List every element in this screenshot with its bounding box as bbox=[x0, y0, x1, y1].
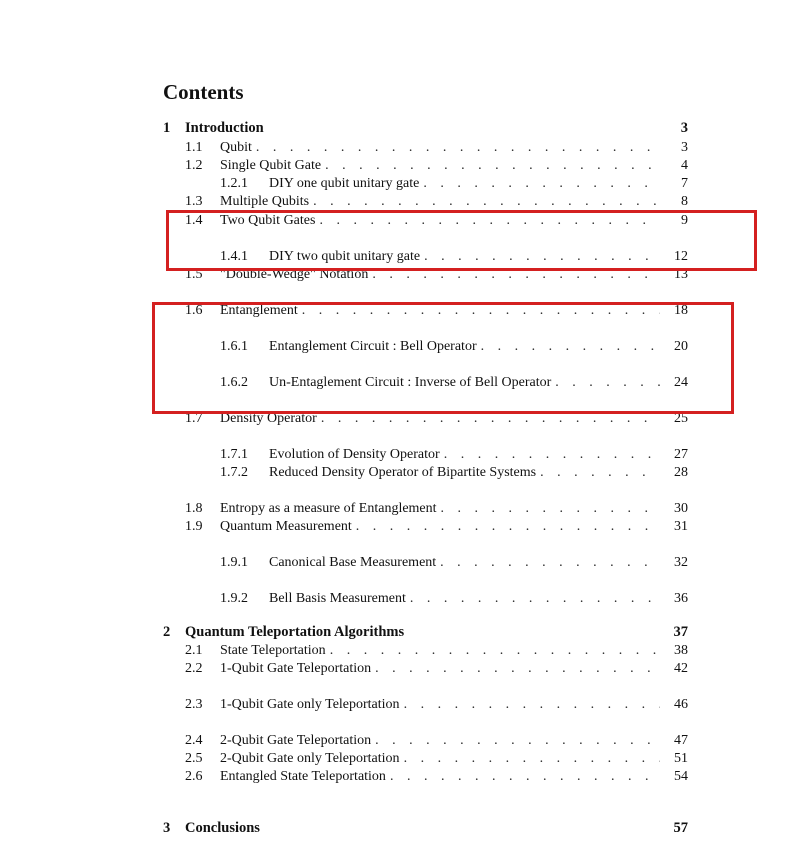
toc-section-entry[interactable] bbox=[185, 732, 688, 750]
highlight-box-section-1-6 bbox=[152, 302, 734, 414]
dot-leader bbox=[325, 157, 660, 175]
toc-section-entry[interactable] bbox=[185, 500, 688, 518]
entry-title: 1-Qubit Gate Teleportation bbox=[220, 661, 372, 676]
entry-title: 2-Qubit Gate only Teleportation bbox=[220, 751, 400, 766]
entry-title: "Double-Wedge" Notation bbox=[220, 267, 369, 282]
entry-title: Quantum Measurement bbox=[220, 519, 352, 534]
entry-page-number: 4 bbox=[681, 158, 688, 173]
entry-number: 2.4 bbox=[185, 733, 203, 748]
entry-page-number: 25 bbox=[674, 411, 688, 426]
toc-chapter-entry[interactable] bbox=[163, 819, 688, 837]
toc-section-entry[interactable] bbox=[185, 139, 688, 157]
toc-section-entry[interactable] bbox=[185, 660, 688, 678]
page-title: Contents bbox=[163, 80, 244, 104]
entry-number: 2.5 bbox=[185, 751, 203, 766]
entry-number: 1.6 bbox=[185, 303, 203, 318]
entry-page-number: 47 bbox=[674, 733, 688, 748]
entry-page-number: 9 bbox=[681, 213, 688, 228]
entry-title: Entangled State Teleportation bbox=[220, 769, 386, 784]
entry-number: 1.9 bbox=[185, 519, 203, 534]
toc-subsection-entry[interactable] bbox=[220, 464, 688, 482]
entry-number: 1.2.1 bbox=[220, 176, 248, 191]
entry-page-number: 42 bbox=[674, 661, 688, 676]
entry-number: 1.4 bbox=[185, 213, 203, 228]
entry-title: Introduction bbox=[185, 120, 264, 136]
entry-title: Conclusions bbox=[185, 820, 260, 836]
toc-section-entry[interactable] bbox=[185, 642, 688, 660]
entry-page-number: 13 bbox=[674, 267, 688, 282]
entry-page-number: 20 bbox=[674, 339, 688, 354]
entry-number: 1.7.2 bbox=[220, 465, 248, 480]
toc-section-entry[interactable] bbox=[185, 193, 688, 211]
entry-number: 1.6.1 bbox=[220, 339, 248, 354]
entry-title: 1-Qubit Gate only Teleportation bbox=[220, 697, 400, 712]
entry-title: Multiple Qubits bbox=[220, 194, 310, 209]
entry-page-number: 3 bbox=[680, 120, 688, 136]
dot-leader bbox=[404, 696, 660, 714]
entry-number: 1.9.1 bbox=[220, 555, 248, 570]
entry-number: 1.4.1 bbox=[220, 249, 248, 264]
entry-title: DIY two qubit unitary gate bbox=[269, 249, 421, 264]
entry-title: Entanglement bbox=[220, 303, 298, 318]
entry-title: Un-Entaglement Circuit : Inverse of Bell Operator bbox=[269, 375, 552, 390]
toc-subsection-entry[interactable] bbox=[220, 446, 688, 464]
entry-title: Reduced Density Operator of Bipartite Systems bbox=[269, 465, 537, 480]
entry-page-number: 57 bbox=[673, 820, 688, 836]
dot-leader bbox=[444, 446, 660, 464]
dot-leader bbox=[375, 732, 660, 750]
entry-title: Entropy as a measure of Entanglement bbox=[220, 501, 437, 516]
entry-page-number: 46 bbox=[674, 697, 688, 712]
dot-leader bbox=[313, 193, 660, 211]
dot-leader bbox=[404, 750, 660, 768]
dot-leader bbox=[375, 660, 660, 678]
toc-section-entry[interactable] bbox=[185, 750, 688, 768]
entry-page-number: 24 bbox=[674, 375, 688, 390]
entry-title: State Teleportation bbox=[220, 643, 326, 658]
entry-number: 1.7.1 bbox=[220, 447, 248, 462]
entry-page-number: 8 bbox=[681, 194, 688, 209]
entry-number: 2 bbox=[163, 624, 171, 640]
entry-page-number: 37 bbox=[673, 624, 688, 640]
entry-page-number: 12 bbox=[674, 249, 688, 264]
dot-leader bbox=[423, 175, 660, 193]
entry-page-number: 28 bbox=[674, 465, 688, 480]
entry-page-number: 31 bbox=[674, 519, 688, 534]
entry-number: 2.6 bbox=[185, 769, 203, 784]
entry-title: Entanglement Circuit : Bell Operator bbox=[269, 339, 477, 354]
entry-number: 1.1 bbox=[185, 140, 203, 155]
dot-leader bbox=[540, 464, 660, 482]
toc-section-entry[interactable] bbox=[185, 696, 688, 714]
toc-section-entry[interactable] bbox=[185, 518, 688, 536]
highlight-box-section-1-4 bbox=[166, 210, 757, 271]
entry-number: 3 bbox=[163, 820, 171, 836]
entry-title: Quantum Teleportation Algorithms bbox=[185, 624, 405, 640]
entry-number: 1.9.2 bbox=[220, 591, 248, 606]
entry-page-number: 30 bbox=[674, 501, 688, 516]
entry-number: 2.3 bbox=[185, 697, 203, 712]
toc-chapter-entry[interactable] bbox=[163, 623, 688, 641]
dot-leader bbox=[390, 768, 660, 786]
toc-section-entry[interactable] bbox=[185, 768, 688, 786]
entry-number: 2.1 bbox=[185, 643, 203, 658]
dot-leader bbox=[256, 139, 660, 157]
dot-leader bbox=[356, 518, 660, 536]
entry-page-number: 54 bbox=[674, 769, 688, 784]
entry-title: Canonical Base Measurement bbox=[269, 555, 437, 570]
entry-title: 2-Qubit Gate Teleportation bbox=[220, 733, 372, 748]
entry-title: Qubit bbox=[220, 140, 252, 155]
entry-title: Density Operator bbox=[220, 411, 317, 426]
entry-page-number: 27 bbox=[674, 447, 688, 462]
entry-title: DIY one qubit unitary gate bbox=[269, 176, 420, 191]
dot-leader bbox=[440, 554, 660, 572]
dot-leader bbox=[441, 500, 660, 518]
dot-leader bbox=[330, 642, 660, 660]
toc-section-entry[interactable] bbox=[185, 157, 688, 175]
entry-page-number: 18 bbox=[674, 303, 688, 318]
entry-number: 1.3 bbox=[185, 194, 203, 209]
entry-title: Two Qubit Gates bbox=[220, 213, 316, 228]
entry-title: Single Qubit Gate bbox=[220, 158, 322, 173]
toc-subsection-entry[interactable] bbox=[220, 175, 688, 193]
entry-page-number: 36 bbox=[674, 591, 688, 606]
entry-title: Bell Basis Measurement bbox=[269, 591, 406, 606]
entry-page-number: 32 bbox=[674, 555, 688, 570]
toc-chapter-entry[interactable] bbox=[163, 119, 688, 137]
entry-page-number: 3 bbox=[681, 140, 688, 155]
entry-page-number: 7 bbox=[681, 176, 688, 191]
entry-title: Evolution of Density Operator bbox=[269, 447, 440, 462]
entry-number: 1.5 bbox=[185, 267, 203, 282]
entry-number: 1.6.2 bbox=[220, 375, 248, 390]
entry-number: 1.2 bbox=[185, 158, 203, 173]
entry-number: 2.2 bbox=[185, 661, 203, 676]
toc-subsection-entry[interactable] bbox=[220, 590, 688, 608]
toc-subsection-entry[interactable] bbox=[220, 554, 688, 572]
dot-leader bbox=[410, 590, 660, 608]
entry-number: 1 bbox=[163, 120, 171, 136]
entry-page-number: 38 bbox=[674, 643, 688, 658]
entry-page-number: 51 bbox=[674, 751, 688, 766]
entry-number: 1.8 bbox=[185, 501, 203, 516]
entry-number: 1.7 bbox=[185, 411, 203, 426]
